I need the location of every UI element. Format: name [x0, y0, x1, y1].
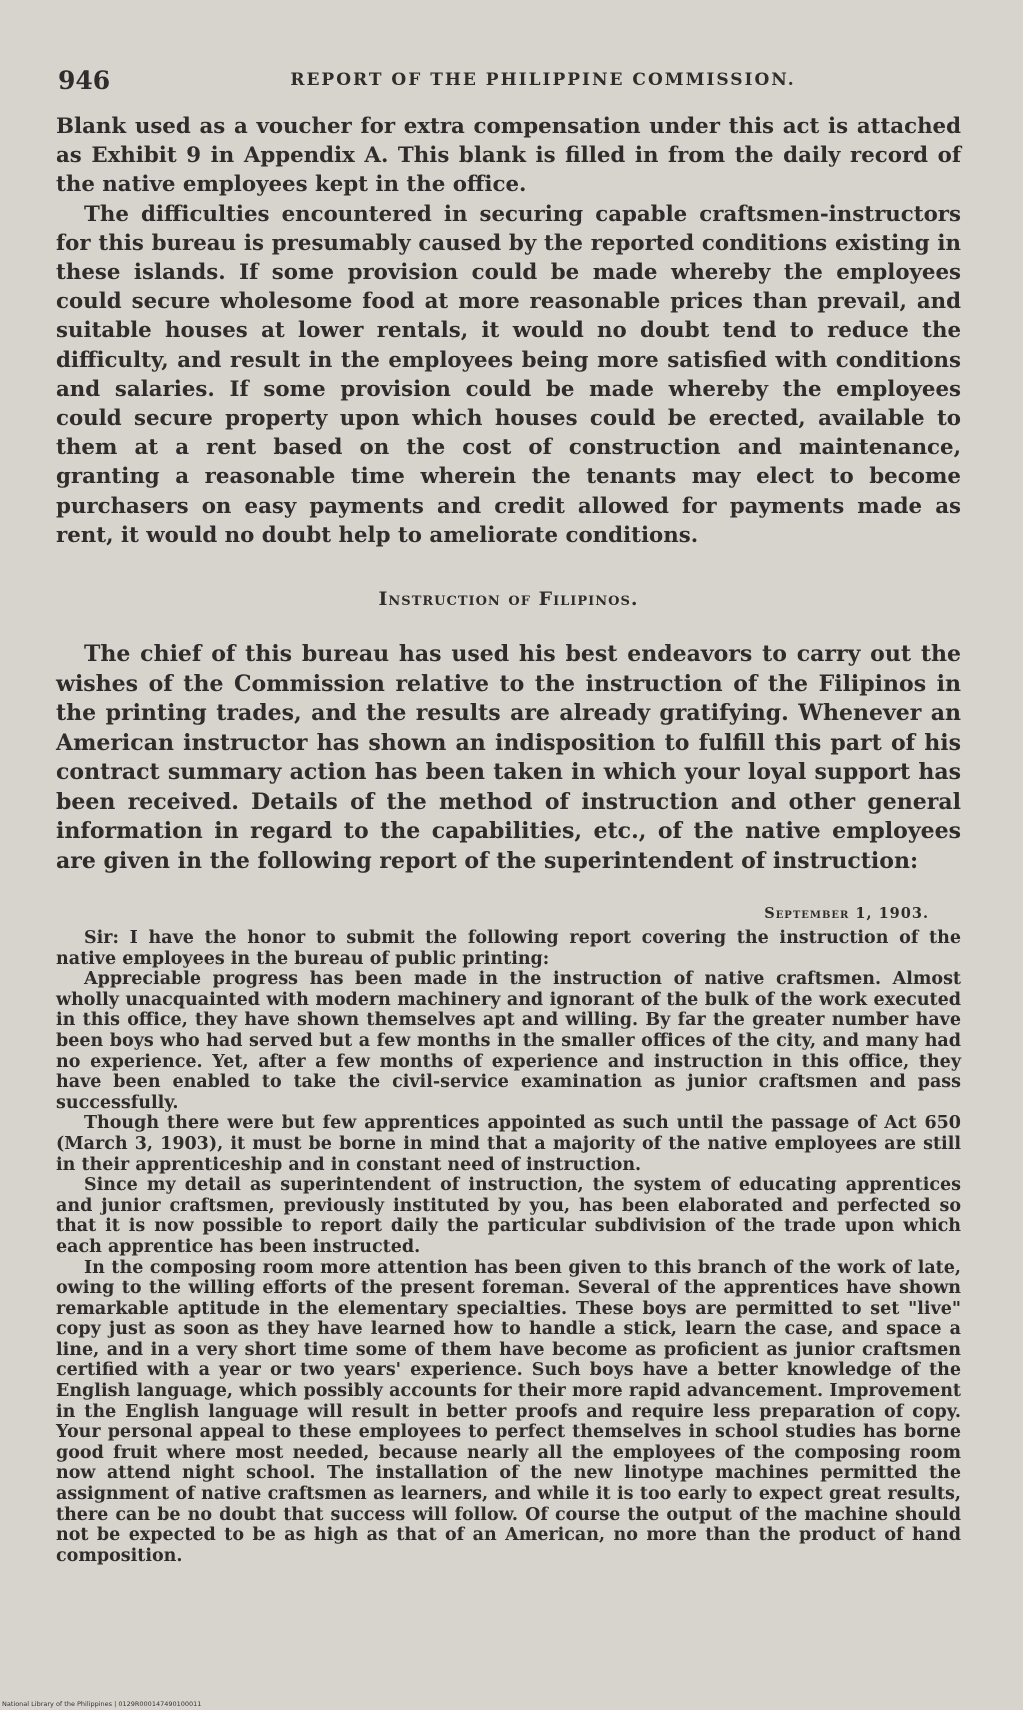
letter-paragraph: Though there were but few apprentices appointed as such until the passage of Act 650 (March 3, 1903), it must be borne in mind that a majority of the native employees are still in their apprenticeship and in constant need of instruction. [56, 1113, 961, 1175]
letter-paragraph: Sir: I have the honor to submit the following report covering the instruction of the native employees in the bureau of public printing: [56, 928, 961, 969]
paragraph: The difficulties encountered in securing capable craftsmen-instructors for this bureau is presumably caused by the reported conditions existing in these islands. If some provision could be made whereby the employees could secure wholesome food at more reasonable prices than prevail, and suitable houses at lower rentals, it would no doubt tend to reduce the difficulty, and result in the employees being more satisfied with conditions and salaries. If some provision could be made whereby the employees could secure property upon which houses could be erected, available to them at a rent based on the cost of construction and maintenance, granting a reasonable time wherein the tenants may elect to become purchasers on easy payments and credit allowed for payments made as rent, it would no doubt help to ameliorate conditions. [56, 201, 961, 548]
paragraph: The chief of this bureau has used his best endeavors to carry out the wishes of the Commission relative to the instruction of the Filipinos in the printing trades, and the results are already gratifying. Whenever an American instructor has shown an indisposition to fulfill this part of his contract summary action has been taken in which your loyal support has been received. Details of the method of instruction and other general information in regard to the capabilities, etc., of the native employees are given in the following report of the superintendent of instruction: [56, 641, 961, 874]
letter-paragraph: Since my detail as superintendent of instruction, the system of educating apprentices and junior craftsmen, previously instituted by you, has been elaborated and perfected so that it is now possible to report daily the particular subdivision of the trade upon which each apprentice has been instructed. [56, 1175, 961, 1257]
letter-paragraph: Appreciable progress has been made in the instruction of native craftsmen. Almost wholly unacquainted with modern machinery and ignorant of the bulk of the work executed in this office, they have shown themselves apt and willing. By far the greater number have been boys who had served but a few months in the smaller offices of the city, and many had no experience. Yet, after a few months of experience and instruction in this office, they have been enabled to take the civil-service examination as junior craftsmen and pass successfully. [56, 969, 961, 1113]
section-heading: Instruction of Filipinos. [378, 588, 639, 610]
running-head: REPORT OF THE PHILIPPINE COMMISSION. [290, 70, 796, 90]
letter-body [56, 928, 961, 1566]
letter-date: September 1, 1903. [764, 905, 929, 922]
paragraph: Blank used as a voucher for extra compensation under this act is attached as Exhibit 9 in Appendix A. This blank is filled in from the daily record of the native employees kept in the office. [56, 114, 961, 198]
page-number: 946 [58, 65, 111, 95]
scan-footer-id: National Library of the Philippines | 0129R000147490100011 [2, 1700, 202, 1708]
mid-text-block [56, 640, 961, 876]
page-header [58, 60, 968, 100]
top-text-block [56, 112, 961, 550]
letter-paragraph: In the composing room more attention has been given to this branch of the work of late, owing to the willing efforts of the present foreman. Several of the apprentices have shown remarkable aptitude in the elementary specialties. These boys are permitted to set "live" copy just as soon as they have learned how to handle a stick, learn the case, and space a line, and in a very short time some of them have become as proficient as junior craftsmen certified with a year or two years' experience. Such boys have a better knowledge of the English language, which possibly accounts for their more rapid advancement. Improvement in the English language will result in better proofs and require less preparation of copy. Your personal appeal to these employees to perfect themselves in school studies has borne good fruit where most needed, because nearly all the employees of the composing room now attend night school. The installation of the new linotype machines permitted the assignment of native craftsmen as learners, and while it is too early to expect great results, there can be no doubt that success will follow. Of course the output of the machine should not be expected to be as high as that of an American, no more than the product of hand composition. [56, 1257, 961, 1566]
